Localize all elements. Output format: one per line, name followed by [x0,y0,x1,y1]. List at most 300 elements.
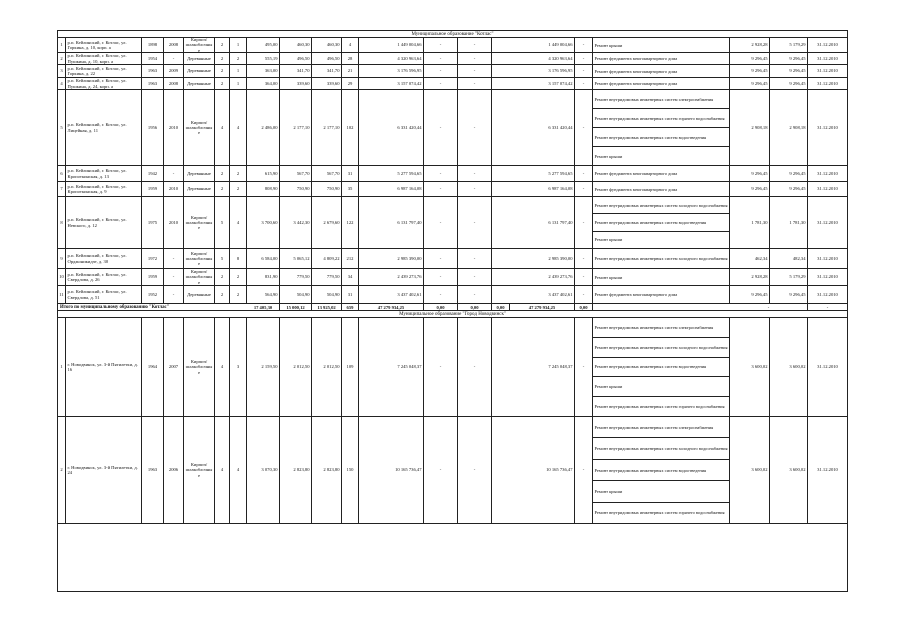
cell-date: 31.12.2010 [817,55,838,61]
work-item: Ремонт внутридомовых инженерных систем электроснабжения [593,417,729,438]
total-area-living: 15 000,12 [280,304,312,310]
cell-floors: 2 [215,53,230,64]
cell-cost-total: 2 439 273,76 [359,269,424,285]
cell-walls: Деревянные [184,182,215,196]
cell-limit-cost: 1 781,30 [770,197,808,248]
cell-d2: - [458,286,492,303]
table-row [58,53,847,65]
cell-unit-cost: 9 296,45 [730,166,770,181]
cell-area-res: 750,90 [312,182,342,196]
cell-year-built: 1972 [142,249,164,268]
cell-d1: - [424,269,458,285]
cell-floors: 2 [215,38,230,52]
cell-limit-cost: 482,34 [770,249,808,268]
cell-floors: 5 [215,197,230,248]
cell-d1: - [424,197,458,248]
cell-d1: - [424,318,458,416]
cell-area-total: 2 486,00 [247,90,280,165]
total-d4: 0,00 [575,304,593,310]
cell-d1: - [424,166,458,181]
total-area-total: 17 405,30 [247,304,280,310]
cell-residents: 28 [342,53,359,64]
cell-d3: - [575,38,593,52]
cell-num: 6 [58,166,66,181]
cell-date: 31.12.2010 [817,80,838,86]
cell-address: р.п. Кейлинский, г. Котлас, ул. Горкина, д. 10, корп. а [66,38,142,52]
work-item: Ремонт внутридомовых инженерных систем холодного водоснабжения [593,197,729,214]
work-item: Ремонт внутридомовых инженерных систем холодного водоснабжения [593,338,729,358]
cell-d2: - [458,182,492,196]
cell-floors: 4 [215,318,230,416]
cell-residents: 35 [342,182,359,196]
cell-limit-cost: 9 296,45 [770,286,808,303]
cell-walls: Кирпич/ шлакоблочны е [184,38,215,52]
cell-limit-cost: 3 600,02 [770,417,808,523]
cell-num: 2 [58,417,66,523]
cell-year-repair: - [164,286,184,303]
cell-walls: Кирпич/ шлакоблочны е [184,197,215,248]
cell-num: 11 [58,286,66,303]
cell-entrances: 4 [230,90,247,165]
cell-entrances: 1 [230,38,247,52]
cell-floors: 2 [215,65,230,77]
cell-cost-total: 10 165 736,47 [359,417,424,523]
cell-area-res: 339,60 [312,78,342,89]
work-item: Ремонт внутридомовых инженерных систем горячего водоснабжения [594,404,725,410]
table-row [58,90,847,166]
cell-d3: - [575,90,593,165]
cell-cost-2: 2 985 390,00 [492,249,575,268]
cell-d2: - [458,417,492,523]
cell-cost-total: 1 449 004,66 [359,38,424,52]
cell-cost-2: 6 131 797,40 [492,197,575,248]
cell-d3: - [575,318,593,416]
cell-address: р.п. Кейлинский, г. Котлас, ул. Свердлова, д. 51 [66,286,142,303]
cell-unit-cost: 2 928,28 [730,269,770,285]
cell-cost-2: 3 176 596,95 [492,65,575,77]
cell-d1: - [424,38,458,52]
total-t1: - [730,304,808,310]
cell-year-repair: 2008 [164,78,184,89]
cell-d2: - [458,90,492,165]
cell-area-res: 2 012,50 [312,318,342,416]
works-list [593,269,730,285]
work-item: Ремонт фундамента многоквартирного дома [594,68,678,74]
cell-year-repair: 2010 [164,90,184,165]
cell-entrances: 8 [230,249,247,268]
cell-d2: - [458,78,492,89]
cell-address: р.п. Кейлинский, г. Котлас, ул. Невского, д. 12 [66,197,142,248]
work-item: Ремонт фундамента многоквартирного дома [594,171,678,176]
cell-year-built: 1963 [142,78,164,89]
cell-year-built: 1963 [142,65,164,77]
cell-walls: Кирпич/ шлакоблочны е [184,318,215,416]
cell-d1: - [424,53,458,64]
cell-limit-cost: 5 179,29 [770,38,808,52]
cell-num: 10 [58,269,66,285]
cell-floors: 2 [215,182,230,196]
cell-d1: - [424,182,458,196]
work-item: Ремонт внутридомовых инженерных систем горячего водоснабжения [593,109,729,128]
total-cost-total: 47 279 934,25 [359,304,424,310]
work-item: Ремонт внутридомовых инженерных систем электроснабжения [593,90,729,109]
cell-walls: Кирпич/ шлакоблочны е [184,269,215,285]
cell-d2: - [458,53,492,64]
cell-cost-2: 7 245 048,37 [492,318,575,416]
table-row [58,318,847,417]
work-item: Ремонт внутридомовых инженерных систем холодного водоснабжения [594,256,728,261]
cell-area-total: 615,90 [247,166,280,181]
cell-address: р.п. Кейлинский, г. Котлас, ул. Орджоникидзе, д. 30 [66,249,142,268]
cell-area-total: 2 159,50 [247,318,280,416]
total-d3: 0,00 [492,304,510,310]
cell-cost-2: 2 439 273,76 [492,269,575,285]
cell-unit-cost: 3 600,02 [730,318,770,416]
total-row [58,304,847,311]
cell-year-built: 1975 [142,197,164,248]
cell-d2: - [458,38,492,52]
cell-d1: - [424,90,458,165]
cell-cost-total: 3 176 596,95 [359,65,424,77]
table-row [58,182,847,197]
cell-residents: 31 [342,166,359,181]
total-label: Итого по муниципальному образованию "Котлас" [60,304,170,310]
cell-walls: Деревянные [184,286,215,303]
cell-unit-cost: 9 296,45 [730,286,770,303]
cell-floors: 5 [215,249,230,268]
cell-walls: Кирпич/ шлакоблочны е [184,90,215,165]
cell-limit-cost: 5 179,29 [770,269,808,285]
cell-floors: 4 [215,90,230,165]
cell-area-living: 750,90 [280,182,312,196]
total-residents: 659 [342,304,359,310]
table-row [58,166,847,182]
cell-area-res: 567,70 [312,166,342,181]
work-item: Ремонт внутридомовых инженерных систем электроснабжения [593,318,729,338]
cell-limit-cost: 9 296,45 [770,53,808,64]
cell-cost-total: 6 987 164,08 [359,182,424,196]
cell-num: 1 [58,318,66,416]
cell-date: 31.12.2010 [817,186,838,192]
cell-residents: 212 [342,249,359,268]
cell-d2: - [458,249,492,268]
cell-date: 31.12.2010 [817,124,838,130]
cell-year-repair: 2007 [164,318,184,416]
cell-floors: 2 [215,269,230,285]
cell-date: 31.12.2010 [817,291,838,297]
cell-unit-cost: 3 600,02 [730,417,770,523]
cell-unit-cost: 9 296,45 [730,78,770,89]
work-item: Ремонт внутридомовых инженерных систем водоотведения [593,128,729,147]
section-title: Муниципальное образование "Город Новодвинск" [58,311,847,318]
cell-year-repair: 2009 [164,65,184,77]
cell-unit-cost: 2 928,28 [730,38,770,52]
work-item: Ремонт крыши [594,42,623,48]
cell-residents: 31 [342,286,359,303]
work-item: Ремонт фундамента многоквартирного дома [594,81,678,86]
cell-cost-total: 6 331 420,44 [359,90,424,165]
cell-year-repair: 2010 [164,182,184,196]
cell-area-res: 341,70 [312,65,342,77]
cell-year-built: 1956 [142,90,164,165]
cell-entrances: 2 [230,182,247,196]
cell-num: 5 [58,90,66,165]
cell-date: 31.12.2010 [817,68,838,74]
cell-d1: - [424,249,458,268]
cell-cost-total: 4 320 963,64 [359,53,424,64]
cell-cost-2: 3 157 074,42 [492,78,575,89]
cell-unit-cost: 2 908,18 [730,90,770,165]
work-item: Ремонт внутридомовых инженерных систем водоотведения [593,214,729,231]
cell-entrances: 2 [230,286,247,303]
cell-area-living: 2 823,80 [280,417,312,523]
cell-address: р.п. Кейлинский, г. Котлас, ул. Лицейная, д. 11 [66,90,142,165]
cell-entrances: 2 [230,269,247,285]
cell-area-res: 496,50 [312,53,342,64]
cell-cost-total: 3 437 402,61 [359,286,424,303]
cell-address: р.п. Кейлинский, г. Котлас, ул. Кропоткинская, д. 9 [66,182,142,196]
cell-area-living: 5 065,12 [280,249,312,268]
cell-d1: - [424,78,458,89]
cell-entrances: 2 [230,53,247,64]
cell-year-repair: - [164,166,184,181]
work-item: Ремонт фундамента многоквартирного дома [594,292,678,297]
cell-d3: - [575,197,593,248]
cell-date: 31.12.2010 [817,274,838,280]
cell-date: 31.12.2010 [817,255,838,261]
cell-unit-cost: 9 296,45 [730,65,770,77]
cell-year-repair: 2008 [164,38,184,52]
cell-area-total: 564,90 [247,286,280,303]
cell-address: р.п. Кейлинский, г. Котлас, ул. Пушкина, д. 24, корп. а [66,78,142,89]
work-item: Ремонт фундамента многоквартирного дома [594,186,678,192]
cell-num: 9 [58,249,66,268]
cell-date: 31.12.2010 [817,42,838,48]
cell-area-living: 2 177,10 [280,90,312,165]
cell-walls: Кирпич/ шлакоблочны е [184,249,215,268]
cell-area-total: 555,19 [247,53,280,64]
cell-address: р.п. Кейлинский, г. Котлас, ул. Кропоткинская, д. 13 [66,166,142,181]
cell-address: г. Новодвинск, ул. 3-й Пятилетки, д. 16 [66,318,142,416]
total-d1: 0,00 [424,304,458,310]
cell-year-built: 1963 [142,417,164,523]
works-list [593,197,730,248]
cell-area-living: 504,90 [280,286,312,303]
cell-walls: Кирпич/ шлакоблочны е [184,417,215,523]
table-row [58,38,847,53]
cell-area-living: 2 012,50 [280,318,312,416]
cell-d1: - [424,65,458,77]
cell-area-living: 339,60 [280,78,312,89]
cell-date: 31.12.2010 [817,467,838,473]
cell-area-total: 495,00 [247,38,280,52]
works-list [593,286,730,303]
table-row [58,78,847,90]
cell-num: 3 [58,65,66,77]
cell-d3: - [575,78,593,89]
cell-num: 7 [58,182,66,196]
total-t2: - [826,304,829,310]
cell-date: 31.12.2010 [817,364,838,370]
cell-d2: - [458,318,492,416]
cell-area-total: 363,00 [247,65,280,77]
cell-limit-cost: 9 296,45 [770,182,808,196]
cell-num: 1 [58,38,66,52]
cell-limit-cost: 2 908,18 [770,90,808,165]
cell-area-res: 2 679,60 [312,197,342,248]
works-list [593,78,730,89]
cell-floors: 2 [215,286,230,303]
cell-cost-2: 10 165 736,47 [492,417,575,523]
cell-cost-2: 3 437 402,61 [492,286,575,303]
cell-floors: 2 [215,78,230,89]
cell-d2: - [458,65,492,77]
cell-walls: Деревянные [184,65,215,77]
cell-d3: - [575,269,593,285]
cell-area-res: 460,30 [312,38,342,52]
cell-entrances: 4 [230,417,247,523]
cell-year-repair: 2010 [164,197,184,248]
cell-date: 31.12.2010 [817,170,838,176]
works-list [593,53,730,64]
cell-area-total: 6 584,00 [247,249,280,268]
cell-num: 2 [58,53,66,64]
cell-cost-total: 7 245 048,37 [359,318,424,416]
cell-residents: 21 [342,65,359,77]
cell-residents: 109 [342,318,359,416]
cell-area-res: 779,50 [312,269,342,285]
cell-limit-cost: 9 296,45 [770,78,808,89]
cell-area-living: 3 442,30 [280,197,312,248]
work-item: Ремонт крыши [594,237,623,243]
works-list [593,90,730,165]
work-item: Ремонт крыши [594,153,623,159]
cell-year-built: 1952 [142,286,164,303]
cell-entrances: 2 [230,166,247,181]
cell-residents: 150 [342,417,359,523]
section-title: Муниципальное образование "Котлас" [58,31,847,38]
table-row [58,197,847,249]
works-list [593,417,730,523]
cell-walls: Деревянные [184,78,215,89]
table-row [58,286,847,304]
total-cost-2: 47 279 934,25 [510,304,575,310]
cell-area-living: 567,70 [280,166,312,181]
cell-limit-cost: 9 296,45 [770,65,808,77]
cell-area-total: 3 070,30 [247,417,280,523]
cell-cost-2: 4 320 963,64 [492,53,575,64]
cell-area-res: 2 177,10 [312,90,342,165]
cell-year-built: 1959 [142,269,164,285]
cell-cost-total: 3 157 074,42 [359,78,424,89]
cell-address: г. Новодвинск, ул. 3-й Пятилетки, д. 24 [66,417,142,523]
cell-d3: - [575,417,593,523]
cell-cost-2: 6 987 164,08 [492,182,575,196]
cell-residents: 102 [342,90,359,165]
cell-entrances: 3 [230,318,247,416]
cell-address: р.п. Кейлинский, г. Котлас, ул. Пушкина, д. 10, корп. а [66,53,142,64]
cell-address: р.п. Кейлинский, г. Котлас, ул. Горкина, д. 22 [66,65,142,77]
cell-cost-total: 5 277 594,65 [359,166,424,181]
cell-date: 31.12.2010 [817,219,838,225]
cell-d3: - [575,65,593,77]
program-table [57,30,848,592]
cell-year-built: 1959 [142,182,164,196]
work-item: Ремонт фундамента многоквартирного дома [594,56,678,61]
cell-cost-total: 2 985 390,00 [359,249,424,268]
works-list [593,38,730,52]
cell-cost-2: 5 277 594,65 [492,166,575,181]
work-item: Ремонт крыши [593,377,729,397]
cell-year-built: 1964 [142,318,164,416]
table-row [58,417,847,524]
work-item: Ремонт внутридомовых инженерных систем водоотведения [593,460,729,481]
cell-floors: 4 [215,417,230,523]
cell-residents: 4 [342,38,359,52]
cell-d3: - [575,249,593,268]
cell-d2: - [458,269,492,285]
cell-d3: - [575,166,593,181]
cell-d3: - [575,182,593,196]
cell-entrances: 4 [230,197,247,248]
cell-d3: - [575,53,593,64]
cell-d2: - [458,197,492,248]
cell-area-living: 460,30 [280,38,312,52]
cell-entrances: 1 [230,78,247,89]
work-item: Ремонт внутридомовых инженерных систем водоотведения [593,358,729,378]
cell-year-repair: - [164,249,184,268]
cell-floors: 2 [215,166,230,181]
cell-cost-2: 6 331 420,44 [492,90,575,165]
table-row [58,249,847,269]
cell-unit-cost: 462,34 [730,249,770,268]
works-list [593,318,730,416]
cell-address: р.п. Кейлинский, г. Котлас, ул. Свердлова, д. 26 [66,269,142,285]
table-row [58,269,847,286]
cell-year-repair: 2006 [164,417,184,523]
cell-residents: 34 [342,269,359,285]
cell-year-repair: - [164,53,184,64]
cell-area-living: 496,50 [280,53,312,64]
work-item: Ремонт внутридомовых инженерных систем холодного водоснабжения [593,438,729,459]
cell-area-total: 808,90 [247,182,280,196]
cell-walls: Деревянные [184,53,215,64]
table-row [58,65,847,78]
cell-walls: Деревянные [184,166,215,181]
cell-cost-total: 6 131 797,40 [359,197,424,248]
works-list [593,249,730,268]
works-list [593,182,730,196]
work-item: Ремонт внутридомовых инженерных систем горячего водоснабжения [594,510,725,516]
cell-area-living: 779,50 [280,269,312,285]
cell-area-living: 341,70 [280,65,312,77]
cell-d3: - [575,286,593,303]
cell-d2: - [458,166,492,181]
cell-cost-2: 1 449 004,66 [492,38,575,52]
cell-year-built: 1942 [142,166,164,181]
cell-num: 4 [58,78,66,89]
cell-area-total: 831,90 [247,269,280,285]
cell-unit-cost: 1 781,30 [730,197,770,248]
cell-num: 8 [58,197,66,248]
cell-unit-cost: 9 296,45 [730,182,770,196]
total-d2: 0,00 [458,304,492,310]
cell-year-built: 1898 [142,38,164,52]
cell-year-repair: - [164,269,184,285]
cell-residents: 122 [342,197,359,248]
works-list [593,65,730,77]
cell-area-total: 364,00 [247,78,280,89]
